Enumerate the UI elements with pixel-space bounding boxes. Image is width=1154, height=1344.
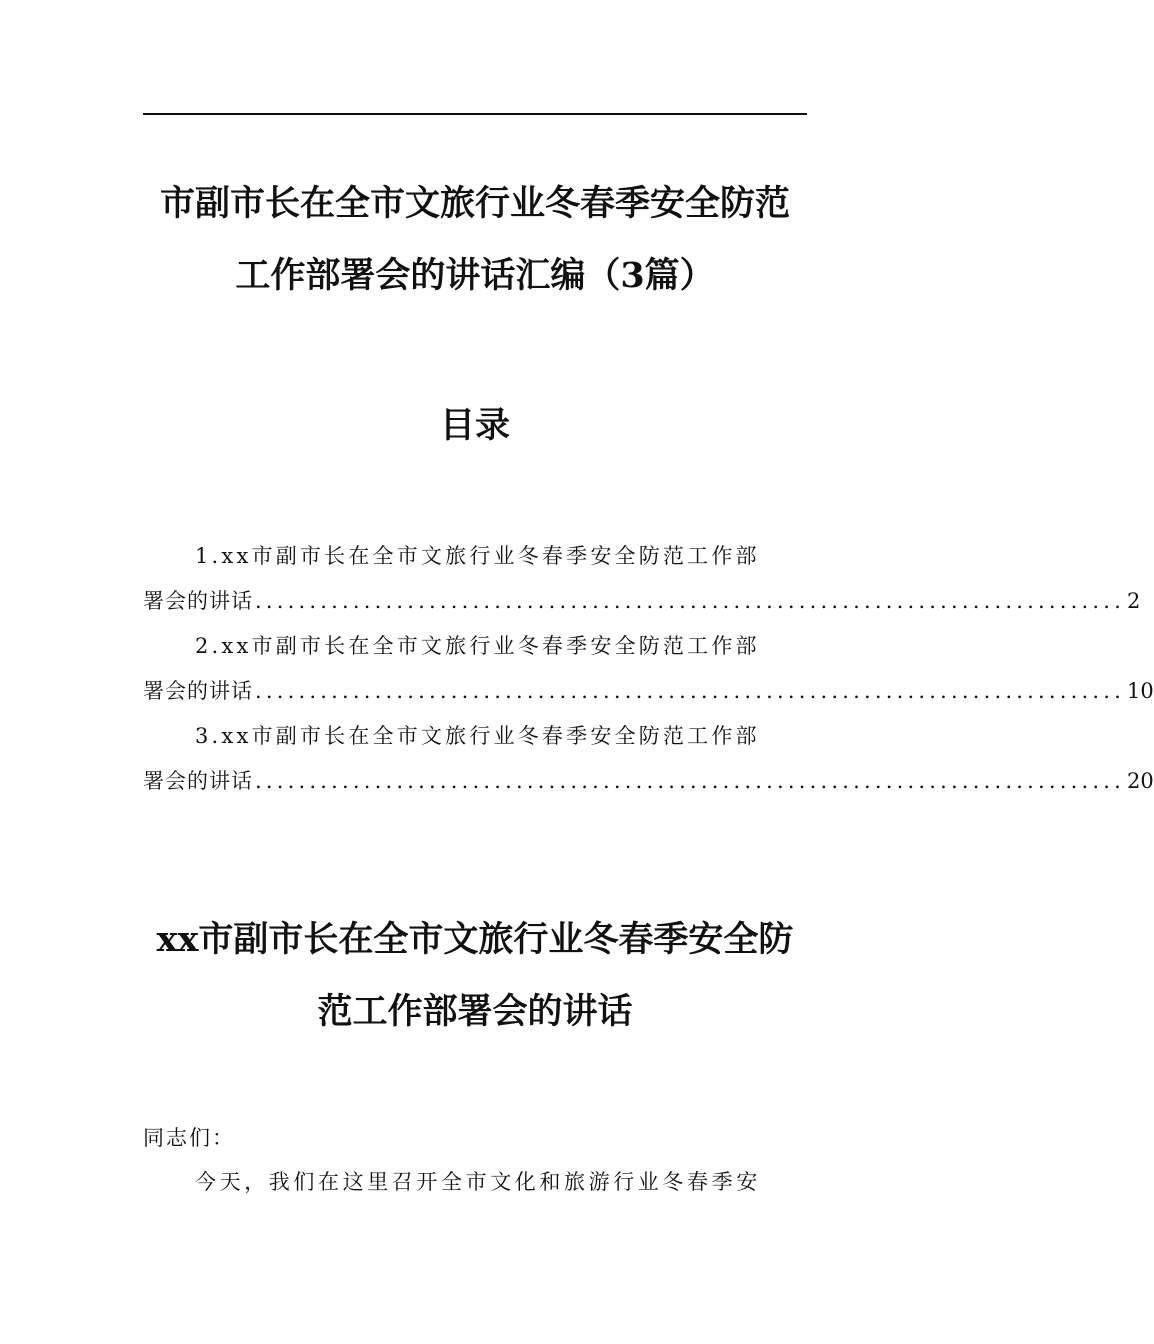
toc-entry-2[interactable]	[143, 624, 1154, 714]
toc-entry-title: 1.xx市副市长在全市文旅行业冬春季安全防范工作部	[195, 544, 760, 568]
body-paragraph: 今天，我们在这里召开全市文化和旅游行业冬春季安	[195, 1170, 761, 1194]
toc-leader-dots: ................................................................................	[255, 589, 1126, 613]
toc-page-number: 20	[1127, 769, 1154, 793]
toc-entry-title: 2.xx市副市长在全市文旅行业冬春季安全防范工作部	[195, 634, 760, 658]
toc-entry-3[interactable]	[143, 714, 1154, 804]
section-title	[143, 904, 807, 1048]
toc-entry-continuation	[143, 759, 1154, 804]
toc-leader-dots: ................................................................................	[255, 679, 1126, 703]
toc-page-number: 2	[1127, 589, 1141, 613]
salutation: 同志们：	[143, 1126, 235, 1150]
toc-entry-title-end: 署会的讲话	[143, 679, 253, 703]
toc-entry-title: 3.xx市副市长在全市文旅行业冬春季安全防范工作部	[195, 724, 760, 748]
toc-entry-continuation	[143, 669, 1154, 714]
table-of-contents	[143, 534, 1154, 804]
section-title-line-1: xx市副市长在全市文旅行业冬春季安全防	[156, 919, 794, 960]
document-title-line-2: 工作部署会的讲话汇编（3篇）	[235, 255, 715, 296]
document-title	[143, 168, 807, 312]
toc-entry-continuation	[143, 579, 1141, 624]
section-title-line-2: 范工作部署会的讲话	[317, 991, 633, 1032]
header-rule	[143, 113, 807, 115]
toc-entry-title-end: 署会的讲话	[143, 769, 253, 793]
toc-heading: 目录	[439, 405, 510, 446]
toc-entry-title-end: 署会的讲话	[143, 589, 253, 613]
toc-entry-1[interactable]	[143, 534, 1141, 624]
toc-page-number: 10	[1127, 679, 1154, 703]
document-title-line-1: 市副市长在全市文旅行业冬春季安全防范	[159, 183, 790, 224]
toc-leader-dots: ................................................................................	[255, 769, 1126, 793]
